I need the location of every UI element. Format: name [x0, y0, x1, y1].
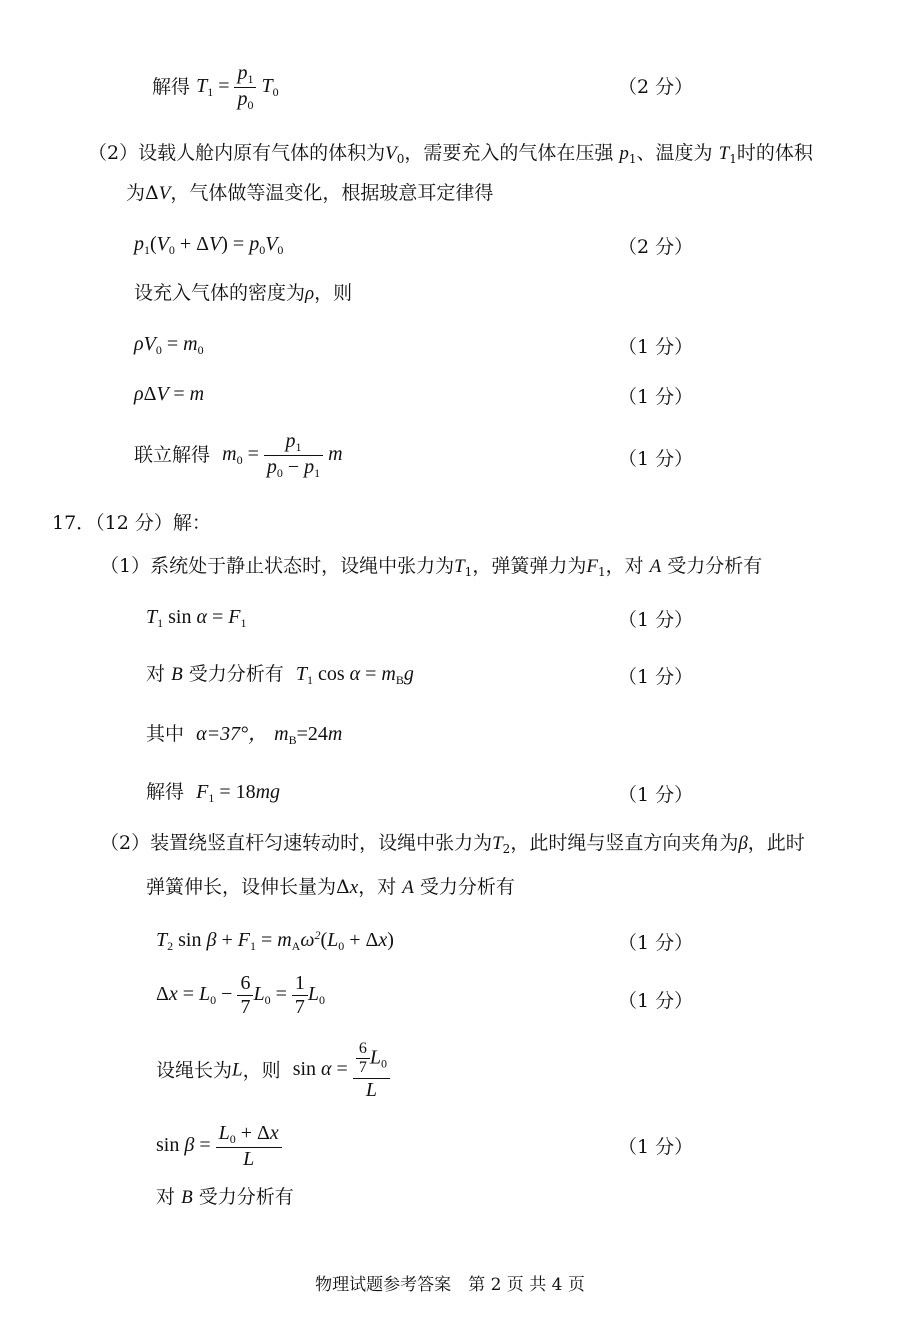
formula-f1: $F_1 = 18mg$ — [196, 781, 281, 805]
part2-intro-line: （2）设载人舱内原有气体的体积为$V_0$，需要充入的气体在压强 $p_1$、温度为 $T_1$时的体积 — [88, 142, 813, 166]
part2b-intro-line-2: 弹簧伸长，设伸长量为Δx，对 A 受力分析有 — [146, 876, 515, 898]
part2b-intro-line: （2）装置绕竖直杆匀速转动时，设绳中张力为$T_2$，此时绳与竖直方向夹角为β，此时 — [100, 832, 805, 856]
score-label: （1 分） — [618, 336, 694, 358]
b-force-line: 对 B 受力分析有 $T_1$ $\cos \alpha = m_Bg$ — [146, 663, 414, 687]
formula-a-equilibrium: $T_1$ $\sin \alpha = F_1$ — [146, 606, 247, 630]
b-force-line-2: 对 B 受力分析有 — [156, 1186, 294, 1208]
solution-line-m0: 联立解得 $m_0$ = $\frac{p_1}{p_0 - p_1}$ m — [134, 430, 343, 480]
score-label: （1 分） — [618, 784, 694, 806]
formula-boyle: $p_1(V_0 + \Delta V) = p_0V_0$ — [134, 233, 284, 257]
score-label: （1 分） — [618, 990, 694, 1012]
score-label: （2 分） — [618, 76, 694, 98]
score-label: （2 分） — [618, 236, 694, 258]
score-label: （1 分） — [618, 448, 694, 470]
formula-t1: $T_1$ = $\frac{p_1}{p_0}$ $T_0$ — [196, 62, 279, 112]
solution-line-f1: 解得 $F_1 = 18mg$ — [146, 781, 281, 805]
formula-delta-x: $\Delta x = L_0$ − $\frac{6}{7}$ $L_0$ = $\frac{1}{7}$ $L_0$ — [156, 972, 325, 1018]
solution-line-t1: 解得 $T_1$ = $\frac{p_1}{p_0}$ $T_0$ — [152, 62, 279, 112]
question-17-title: 17．（12 分）解： — [52, 512, 211, 534]
formula-a-rotation: $T_2$ $\sin \beta + F_1 = m_A\omega^2(L_0 + \Delta x)$ — [156, 928, 394, 953]
formula-sin-beta: sin β = $\frac{L_0 + \Delta x}{L}$ — [156, 1122, 282, 1171]
density-line: 设充入气体的密度为ρ，则 — [134, 282, 353, 304]
score-label: （1 分） — [618, 932, 694, 954]
part2-intro-line-2: 为ΔV，气体做等温变化，根据玻意耳定律得 — [126, 182, 494, 204]
formula-b-equilibrium: $T_1$ $\cos \alpha = m_Bg$ — [295, 663, 414, 687]
rope-length-line: 设绳长为L，则 sin α = $\frac{6}{7}$ $L_0$ L — [156, 1040, 390, 1102]
page-footer: 物理试题参考答案 第 2 页 共 4 页 — [315, 1275, 585, 1295]
given-values-line: 其中 α=37°， $m_B=24m$ — [146, 723, 343, 747]
score-label: （1 分） — [618, 386, 694, 408]
formula-sin-alpha: sin α = $\frac{6}{7}$ $L_0$ L — [293, 1058, 390, 1080]
formula-rho-dv: ρΔV = m — [134, 383, 205, 405]
formula-rho-v0: $\rho V_0 = m_0$ — [134, 333, 204, 357]
score-label: （1 分） — [618, 666, 694, 688]
score-label: （1 分） — [618, 609, 694, 631]
formula-m0: $m_0$ = $\frac{p_1}{p_0 - p_1}$ m — [222, 430, 343, 480]
part1-intro-line: （1）系统处于静止状态时，设绳中张力为$T_1$，弹簧弹力为$F_1$，对 A 受力分析有 — [100, 555, 763, 579]
score-label: （1 分） — [618, 1136, 694, 1158]
